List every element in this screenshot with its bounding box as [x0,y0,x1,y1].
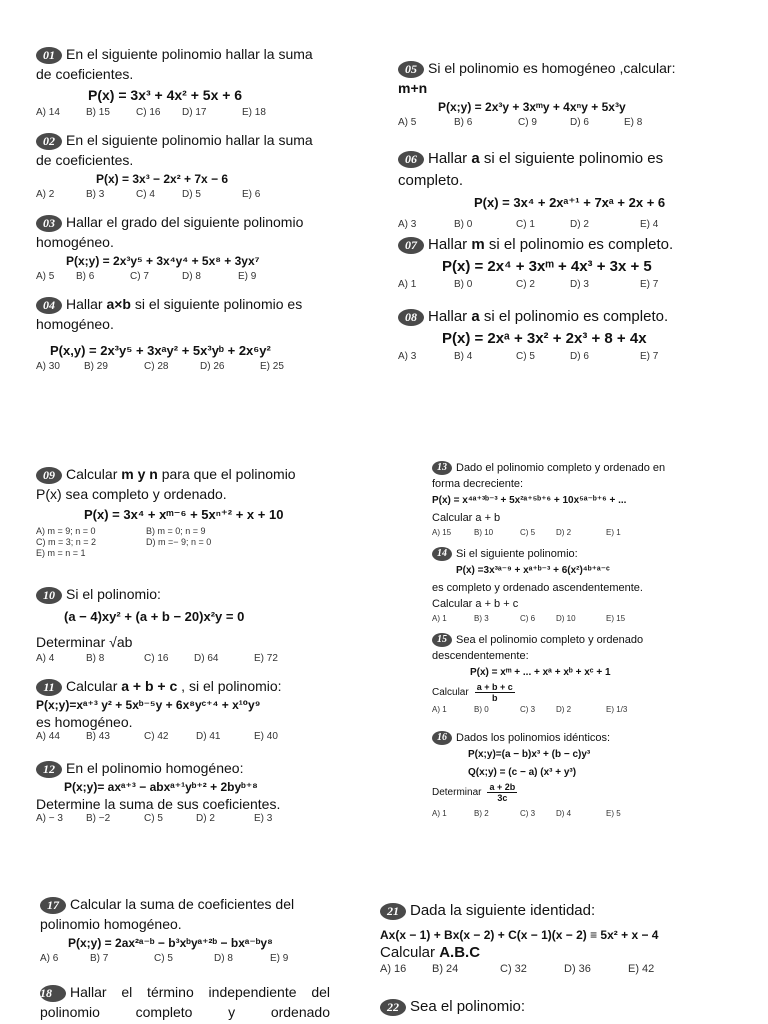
answer-options [40,952,330,966]
answer-options [398,350,708,364]
fraction [487,782,517,803]
problem-22 [380,996,710,1018]
option-d: D) 2 [556,528,572,537]
option-d: D) 2 [196,813,215,824]
problem-keyword: m [471,236,485,253]
problem-14 [432,546,692,626]
option-d: D) 6 [570,117,589,128]
problem-formula-2: Q(x;y) = (c − a) (x³ + y³) [468,767,577,778]
option-b: B) 4 [454,351,473,362]
problem-formula: P(x;y) = 2x³y⁵ + 3x⁴y⁴ + 5x⁸ + 3yx⁷ [66,254,260,268]
option-e: E) 9 [238,271,257,282]
option-a: A) 1 [432,614,447,623]
problem-number-badge: 09 [36,467,62,484]
option-c: C) 2 [516,279,535,290]
option-e: E) 7 [640,279,659,290]
problem-12 [36,758,336,826]
problem-text: Hallar el término independiente del polinomio completo y ordenado [40,984,330,1020]
option-c: C) 6 [520,614,536,623]
option-c: C) 7 [130,271,149,282]
option-a: A) 3 [398,351,417,362]
problem-09 [36,464,336,559]
problem-text-line2: es completo y ordenado ascendentemente. [432,582,643,594]
option-e: E) 25 [260,361,284,372]
problem-text: Dados los polinomios idénticos: [456,732,611,744]
problem-text-line2: Determine la suma de sus coeficientes. [36,796,281,812]
option-e: E) 72 [254,653,278,664]
problem-formula: P(x) = 3x³ + 4x² + 5x + 6 [88,87,243,103]
option-a: A) 1 [432,809,447,818]
problem-formula: P(x) = 2x⁴ + 3xᵐ + 4x³ + 3x + 5 [442,258,652,275]
option-b: B) 0 [454,219,473,230]
option-c: C) 5 [516,351,535,362]
option-b: B) 0 [454,279,473,290]
answer-options [432,526,692,540]
answer-options [36,270,326,284]
option-d: D) 4 [556,809,572,818]
option-c: C) 42 [144,731,169,742]
option-c: C) 5 [520,528,536,537]
problem-number-badge: 11 [36,679,62,696]
problem-formula: P(x) = 3x³ − 2x² + 7x − 6 [96,172,229,186]
problem-formula: Ax(x − 1) + Bx(x − 2) + C(x − 1)(x − 2) ≡ 5x² + x − 4 [380,928,659,942]
problem-number-badge: 17 [40,897,66,914]
problem-text: Calcular [66,466,122,482]
problem-text-cont: si el siguiente polinomio es homogéneo. [36,296,303,332]
option-a: A) 1 [432,705,447,714]
option-c: C) 3 [520,705,536,714]
problem-formula: P(x) = x⁴ᵃ⁺³ᵇ⁻³ + 5x²ᵃ⁺⁵ᵇ⁺⁶ + 10x⁵ᵃ⁻ᵇ⁺⁶ + ... [432,495,627,506]
problem-number-badge: 22 [380,999,406,1016]
option-c: C) 1 [516,219,535,230]
problem-number-badge: 14 [432,547,452,561]
problem-target: m+n [398,80,428,96]
fraction-numerator: a + b + c [476,682,513,692]
option-a: A) 1 [398,279,417,290]
problem-formula: P(x) = 3x⁴ + xᵐ⁻⁶ + 5xⁿ⁺² + x + 10 [84,507,284,522]
fraction-numerator: a + 2b [489,782,516,792]
problem-formula: P(x;y)=(a − b)x³ + (b − c)y³ [468,749,591,760]
problem-number-badge: 03 [36,215,62,232]
option-d: D) m =− 9; n = 0 [146,537,212,547]
option-a: A) 30 [36,361,60,372]
problem-18 [40,982,330,1022]
problem-text: En el polinomio homogéneo: [66,760,244,776]
option-b: B) 0 [474,705,489,714]
problem-keyword: a [471,150,480,167]
problem-formula: P(x) = 3x⁴ + 2xᵃ⁺¹ + 7xᵃ + 2x + 6 [474,195,666,210]
problem-keyword: a×b [106,296,131,312]
problem-text-line2: P(x) sea completo y ordenado. [36,486,227,502]
problem-keyword: a [471,308,480,325]
problem-text-line2: Calcular [380,944,440,961]
problem-text: Hallar [66,296,107,312]
option-d: D) 2 [570,219,589,230]
answer-options [432,612,692,626]
problem-21 [380,900,710,976]
problem-formula: P(x;y) = 2ax²ᵃ⁻ᵇ − b³xᵇyᵃ⁺²ᵇ − bxᵃ⁻ᵇy⁸ [68,936,273,950]
option-c: C) m = 3; n = 2 [36,537,97,547]
problem-text: Dado el polinomio completo y ordenado en forma decreciente: [432,462,666,490]
option-e: E) 9 [270,953,289,964]
option-d: D) 36 [564,963,591,975]
option-b: B) 10 [474,528,494,537]
fraction-denominator: b [491,693,498,703]
problem-number-badge: 13 [432,461,452,475]
option-a: A) 2 [36,189,55,200]
problem-text-cont: , si el polinomio: [177,678,282,694]
option-a: A) 6 [40,953,59,964]
answer-options [380,962,710,976]
problem-text-line2: Determinar √ab [36,634,133,650]
option-c: C) 16 [136,107,161,118]
option-a: A) 44 [36,731,60,742]
problem-text: Dada la siguiente identidad: [410,902,596,919]
option-e: E) 40 [254,731,278,742]
answer-options [36,188,326,202]
problem-number-badge: 10 [36,587,62,604]
problem-08 [398,306,708,364]
option-d: D) 8 [182,271,201,282]
option-d: D) 2 [556,705,572,714]
option-a: A) 5 [398,117,417,128]
option-e: E) 8 [624,117,643,128]
problem-text: Si el siguiente polinomio: [456,548,578,560]
problem-text: En el siguiente polinomio hallar la suma de coeficientes. [36,132,313,168]
problem-formula: P(x) =3x³ᵃ⁻⁹ + xᵃ⁺ᵇ⁻³ + 6(x²)⁴ᵇ⁺ᵃ⁻ᶜ [456,565,610,576]
problem-formula: P(x) = xᵐ + ... + xᵃ + xᵇ + xᶜ + 1 [470,667,611,678]
problem-number-badge: 15 [432,633,452,647]
option-b: B) 29 [84,361,108,372]
option-e: E) m = n = 1 [36,548,86,558]
problem-text: Si el polinomio: [66,586,161,602]
option-a: A) 14 [36,107,60,118]
option-b: B) −2 [86,813,111,824]
problem-number-badge: 02 [36,133,62,150]
option-b: B) 3 [86,189,105,200]
option-c: C) 3 [520,809,536,818]
problem-text-cont: si el polinomio es completo. [484,236,674,253]
problem-number-badge: 18 [40,985,66,1002]
problem-formula: P(x) = 2xᵃ + 3x² + 2x³ + 8 + 4x [442,330,647,347]
option-d: D) 26 [200,361,225,372]
problem-10 [36,584,336,666]
option-a: A) − 3 [36,813,63,824]
problem-formula: (a − 4)xy² + (a + b − 20)x²y = 0 [64,609,245,624]
problem-text: Sea el polinomio completo y ordenado descendentemente: [432,634,644,662]
problem-15 [432,632,692,717]
option-c: C) 28 [144,361,169,372]
problem-text: Calcular [66,678,122,694]
option-e: E) 5 [606,809,621,818]
option-d: D) 5 [182,189,201,200]
problem-number-badge: 16 [432,731,452,745]
option-b: B) 3 [474,614,489,623]
problem-text-cont: si el polinomio es completo. [479,308,669,325]
problem-05 [398,58,708,130]
problem-02 [36,130,326,202]
option-a: A) m = 9; n = 0 [36,526,96,536]
problem-text-line2: Determinar [432,786,482,798]
option-a: A) 4 [36,653,55,664]
option-b: B) 7 [90,953,109,964]
problem-number-badge: 07 [398,237,424,254]
problem-number-badge: 21 [380,903,406,920]
problem-keyword: A.B.C [439,944,481,961]
fraction-denominator: 3c [497,793,508,803]
option-c: C) 16 [144,653,169,664]
answer-options [398,278,708,292]
option-e: E) 1/3 [606,705,628,714]
answer-options [398,218,708,232]
answer-options [36,812,336,826]
problem-text: En el siguiente polinomio hallar la suma de coeficientes. [36,46,313,82]
problem-formula: P(x,y) = 2x³y⁵ + 3xᵃy² + 5x³yᵇ + 2x⁶y² [50,343,271,358]
option-e: E) 4 [640,219,659,230]
option-b: B) 8 [86,653,105,664]
option-d: D) 6 [570,351,589,362]
option-a: A) 15 [432,528,452,537]
option-a: A) 5 [36,271,55,282]
option-b: B) m = 0; n = 9 [146,526,206,536]
option-c: C) 4 [136,189,155,200]
option-b: B) 6 [454,117,473,128]
answer-options [432,703,692,717]
option-b: B) 43 [86,731,110,742]
answer-options [36,526,336,559]
answer-options [432,807,692,821]
option-c: C) 5 [154,953,173,964]
problem-07 [398,234,708,292]
problem-keyword: m y n [121,466,158,482]
problem-text: Hallar [428,236,472,253]
answer-options [36,360,326,374]
problem-keyword: a + b + c [121,678,178,694]
problem-number-badge: 12 [36,761,62,778]
problem-text: Si el polinomio es homogéneo ,calcular: [428,60,676,76]
problem-text: Hallar [428,150,472,167]
option-e: E) 42 [628,963,655,975]
answer-options [36,652,336,666]
option-b: B) 6 [76,271,95,282]
option-c: C) 9 [518,117,537,128]
problem-01 [36,44,326,120]
problem-text: Sea el polinomio: [410,998,526,1015]
problem-number-badge: 06 [398,151,424,168]
option-e: E) 15 [606,614,626,623]
problem-text-line2: Calcular [432,686,469,698]
option-b: B) 15 [86,107,110,118]
option-a: A) 3 [398,219,417,230]
option-c: C) 5 [144,813,163,824]
problem-13 [432,460,692,540]
option-c: C) 32 [500,963,527,975]
option-a: A) 16 [380,963,407,975]
problem-text-line2: Calcular a + b [432,512,501,524]
problem-16 [432,730,692,821]
problem-text: Hallar el grado del siguiente polinomio homogéneo. [36,214,304,250]
problem-text-cont: si el siguiente polinomio es completo. [398,150,664,189]
problem-number-badge: 08 [398,309,424,326]
problem-formula: P(x;y)= axᵃ⁺³ − abxᵃ⁺¹yᵇ⁺² + 2byᵇ⁺⁸ [64,780,258,794]
option-e: E) 3 [254,813,273,824]
option-d: D) 3 [570,279,589,290]
answer-options [398,116,708,130]
problem-text: Hallar [428,308,472,325]
answer-options [36,106,326,120]
problem-text-line3: Calcular a + b + c [432,598,519,610]
problem-formula: P(x;y) = 2x³y + 3xᵐy + 4xⁿy + 5x³y [438,100,626,114]
problem-text-cont: para que el polinomio [157,466,296,482]
problem-number-badge: 05 [398,61,424,78]
problem-text: Calcular la suma de coeficientes del polinomio homogéneo. [40,896,295,932]
problem-text-line2: es homogéneo. [36,714,133,730]
problem-11 [36,676,336,744]
option-e: E) 1 [606,528,621,537]
option-d: D) 64 [194,653,219,664]
option-e: E) 6 [242,189,261,200]
answer-options [36,730,336,744]
option-b: B) 2 [474,809,489,818]
problem-number-badge: 01 [36,47,62,64]
option-e: E) 18 [242,107,266,118]
option-d: D) 10 [556,614,576,623]
problem-06 [398,148,708,232]
option-d: D) 41 [196,731,221,742]
option-b: B) 24 [432,963,459,975]
fraction [475,682,515,703]
problem-04 [36,294,326,374]
option-d: D) 8 [214,953,233,964]
problem-number-badge: 04 [36,297,62,314]
option-e: E) 7 [640,351,659,362]
problem-formula: P(x;y)=xᵃ⁺³ y² + 5xᵇ⁻⁵y + 6x⁸yᶜ⁺⁴ + x¹⁰y⁹ [36,698,261,712]
option-d: D) 17 [182,107,207,118]
problem-17 [40,894,330,966]
problem-03 [36,212,326,284]
